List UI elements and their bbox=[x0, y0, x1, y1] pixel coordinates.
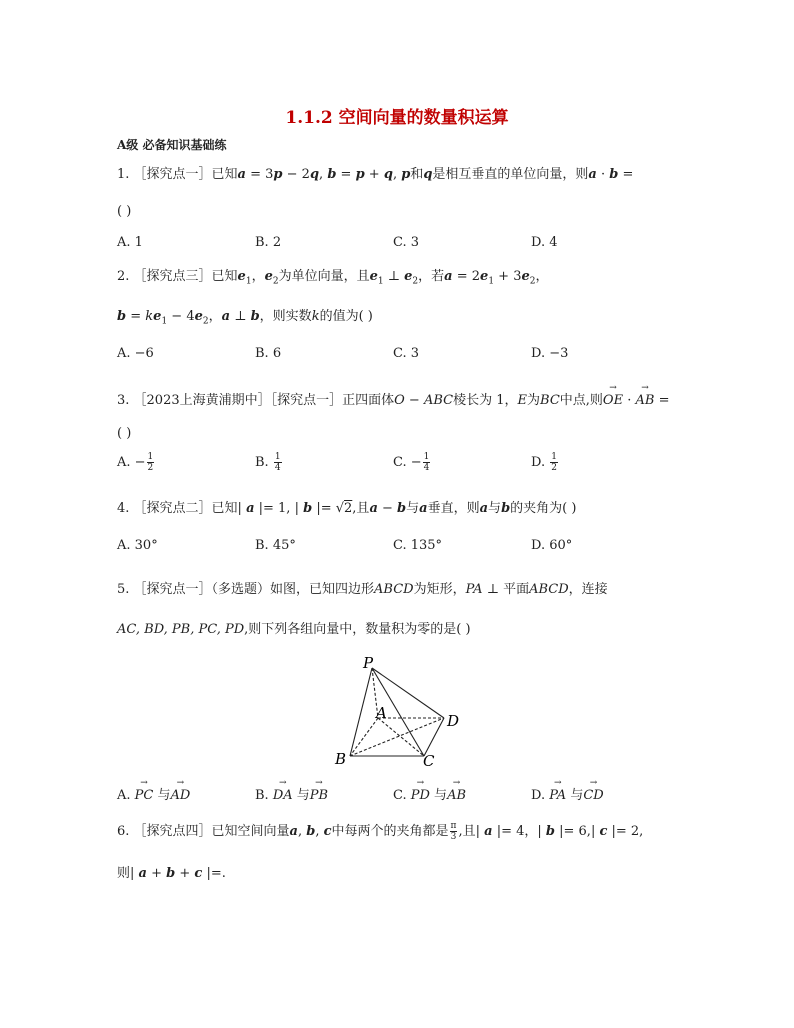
q3-option-c[interactable]: C. − $\frac{1}{4}$ bbox=[393, 452, 430, 473]
question-6: 6. ［探究点四］已知空间向量a, b, c中每两个的夹角都是 $\frac{\pi}{3}$ ,且| a |= 4，| b |= 6,| c |= 2, bbox=[117, 821, 644, 842]
q3-option-b[interactable]: B. $\frac{1}{4}$ bbox=[255, 452, 281, 473]
q1-mid: 是相互垂直的单位向量，则 bbox=[432, 167, 589, 182]
q4-option-c[interactable]: C. 135° bbox=[393, 538, 443, 553]
q1-option-a[interactable]: A. 1 bbox=[117, 235, 143, 250]
q4-option-a[interactable]: A. 30° bbox=[117, 538, 158, 553]
vertex-a: A bbox=[376, 704, 387, 722]
vertex-p: P bbox=[363, 654, 374, 672]
q3-option-a[interactable]: A. − $\frac{1}{2}$ bbox=[117, 452, 154, 473]
question-4: 4. ［探究点二］已知| a |= 1, | b |= √2,且a − b与a垂直，则a与b的夹角为( ) bbox=[117, 501, 577, 516]
q3-option-d[interactable]: D. $\frac{1}{2}$ bbox=[531, 452, 557, 473]
q4-option-b[interactable]: B. 45° bbox=[255, 538, 296, 553]
vertex-b: B bbox=[335, 750, 347, 768]
question-5-cont: AC, BD, PB, PC, PD,则下列各组向量中，数量积为零的是( ) bbox=[117, 622, 471, 637]
vertex-d: D bbox=[447, 712, 460, 730]
question-2-cont: $b = ke_1 - 4e_2$，a ⊥ b，则实数k的值为( ) bbox=[117, 309, 373, 327]
q1-option-d[interactable]: D. 4 bbox=[531, 235, 558, 250]
section-heading: A级 必备知识基础练 bbox=[117, 138, 227, 152]
q2-option-c[interactable]: C. 3 bbox=[393, 346, 420, 361]
q5-option-b[interactable]: B. → DA 与→ PB bbox=[255, 784, 328, 803]
q2-option-a[interactable]: A. −6 bbox=[117, 346, 154, 361]
pyramid-diagram bbox=[330, 652, 470, 770]
question-1: 1. ［探究点一］已知a = 3p − 2q, b = p + q, p和q是相互垂直的单位向量，则a · b = bbox=[117, 167, 634, 182]
question-6-cont: 则| a + b + c |=. bbox=[117, 866, 226, 881]
q5-option-c[interactable]: C. → PD 与→ AB bbox=[393, 784, 466, 803]
q1-option-b[interactable]: B. 2 bbox=[255, 235, 282, 250]
q3-paren: ( ) bbox=[117, 426, 132, 441]
q2-option-b[interactable]: B. 6 bbox=[255, 346, 282, 361]
q1-option-c[interactable]: C. 3 bbox=[393, 235, 420, 250]
q5-option-a[interactable]: A. → PC 与→ AD bbox=[117, 784, 190, 803]
question-5: 5. ［探究点一］（多选题）如图，已知四边形ABCD为矩形，PA ⊥ 平面ABCD，连接 bbox=[117, 582, 608, 597]
question-3: 3. ［2023上海黄浦期中］［探究点一］正四面体O − ABC棱长为 1，E为BC中点,则→ OE · → AB = bbox=[117, 389, 669, 408]
q5-option-d[interactable]: D. → PA 与→ CD bbox=[531, 784, 604, 803]
q4-option-d[interactable]: D. 60° bbox=[531, 538, 573, 553]
vertex-c: C bbox=[423, 752, 435, 770]
q1-lead: 1. ［探究点一］已知 bbox=[117, 167, 238, 182]
q2-option-d[interactable]: D. −3 bbox=[531, 346, 569, 361]
page-title: 1.1.2 空间向量的数量积运算 bbox=[285, 108, 509, 128]
question-2: 2. ［探究点三］已知$e_1$，$e_2$为单位向量，且$e_1$ ⊥ $e_2$，若$a = 2e_1 + 3e_2$， bbox=[117, 269, 549, 287]
q1-paren: ( ) bbox=[117, 204, 132, 219]
